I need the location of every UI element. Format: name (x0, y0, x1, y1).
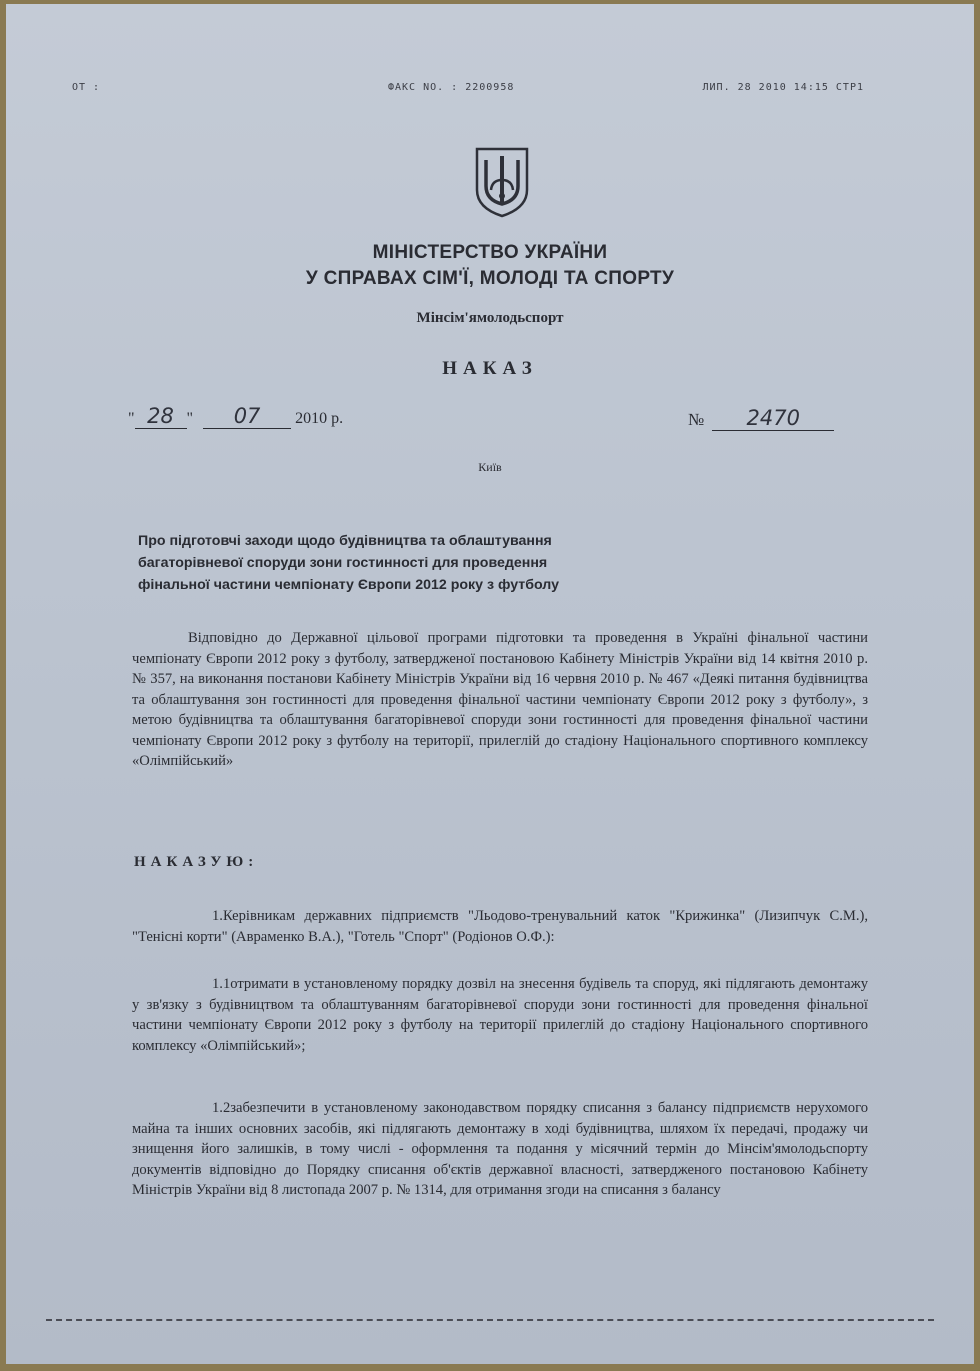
item-1-text: Керівникам державних підприємств "Льодово-тренувальний каток "Крижинка" (Лизипчук С.М.), "Тенісні корти" (Авраменко В.А.), "Готель "Спорт" (Родіонов О.Ф.): (132, 908, 868, 945)
document-title: НАКАЗ (442, 358, 538, 379)
fax-date-time: ЛИП. 28 2010 14:15 СТР1 (702, 82, 864, 93)
number-label: № (688, 410, 705, 429)
ministry-short-name: Мінсім'ямолодьспорт (416, 310, 564, 326)
fax-number: ФАКС NO. : 2200958 (388, 82, 515, 93)
item-1-2 (132, 1098, 868, 1201)
item-1-1 (132, 974, 868, 1056)
item-1-2-number: 1.2 (212, 1100, 231, 1116)
order-number (688, 406, 834, 431)
date-month: 07 (203, 404, 291, 429)
decree-heading: НАКАЗУЮ: (134, 854, 259, 870)
date-day: 28 (135, 404, 187, 429)
order-date (128, 404, 343, 429)
preamble-paragraph: Відповідно до Державної цільової програми підготовки та проведення в Україні фінальної частини чемпіонату Європи 2012 року з футболу, затвердженої постановою Кабінету Міністрів України від 14 квітня 2010 р. № 357, на виконання постанови Кабінету Міністрів України від 16 червня 2010 р. № 467 «Деякі питання будівництва та облаштування зон гостинності для проведення фінальної частини чемпіонату Європи 2012 року з футболу», з метою будівництва та облаштування багаторівневої споруди зони гостинності для проведення фінальної частини чемпіонату Європи 2012 року з футболу на території, прилеглій до стадіону Національного спортивного комплексу «Олімпійський» (132, 630, 868, 769)
subject-line-2: багаторівневої споруди зони гостинності для проведення (138, 555, 548, 571)
item-1-2-text: забезпечити в установленому законодавством порядку списання з балансу підприємств нерухомого майна та інших основних засобів, які підлягають демонтажу в ході будівництва, шляхом їх передачі, продажу чи знищення його залишків, в тому числі - оформлення та подання у місячний термін до Мінсім'ямолодьспорту документів відповідно до Порядку списання об'єктів державної власності, затвердженого постановою Кабінету Міністрів України від 8 листопада 2007 р. № 1314, для отримання згоди на списання з балансу (132, 1100, 868, 1198)
fax-from: ОТ : (72, 82, 101, 93)
ministry-name-line-1: МІНІСТЕРСТВО УКРАЇНИ (372, 242, 608, 263)
trident-emblem-icon (474, 146, 530, 218)
date-quote-close: " (186, 410, 194, 427)
ministry-name (6, 240, 974, 292)
subject-line-3: фінальної частини чемпіонату Європи 2012 року з футболу (138, 577, 560, 593)
ministry-name-line-2: У СПРАВАХ СІМ'Ї, МОЛОДІ ТА СПОРТУ (305, 268, 675, 289)
subject-line-1: Про підготовчі заходи щодо будівництва та облаштування (138, 533, 552, 549)
item-1-number: 1. (212, 908, 223, 924)
item-1-1-text: отримати в установленому порядку дозвіл на знесення будівель та споруд, які підлягають демонтажу у зв'язку з будівництвом та облаштуванням багаторівневої споруди зони гостинності для проведення фінальної частини чемпіонату Європи 2012 року з футболу на території прилеглій до стадіону Національного спортивного комплексу «Олімпійський»; (132, 976, 868, 1054)
page-tear-line (46, 1319, 934, 1321)
city: Київ (478, 460, 502, 474)
date-year: 2010 р. (295, 410, 344, 427)
date-quote-open: " (128, 410, 135, 427)
document-sheet (6, 4, 974, 1364)
order-subject (138, 530, 698, 596)
number-value: 2470 (712, 406, 834, 431)
item-1 (132, 906, 868, 947)
item-1-1-number: 1.1 (212, 976, 231, 992)
